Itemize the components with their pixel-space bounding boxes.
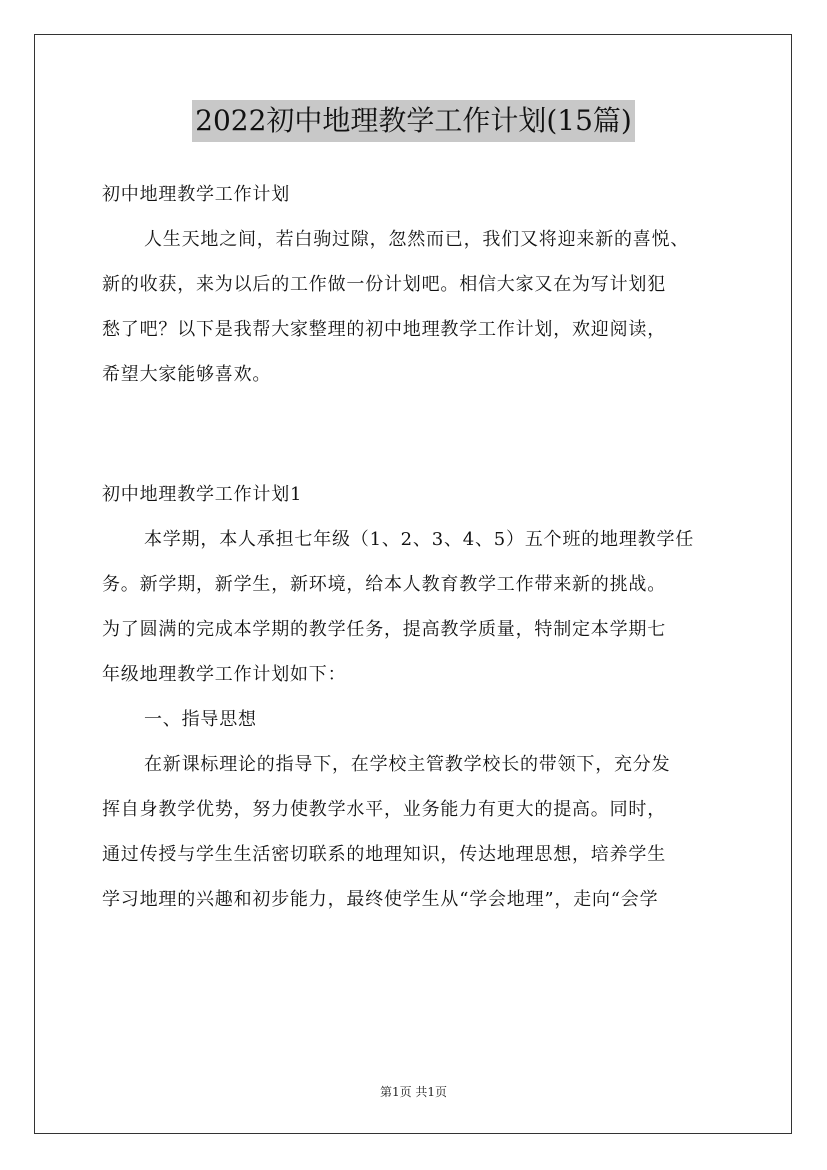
point-line[interactable]: 学习地理的兴趣和初步能力，最终使学生从“学会地理”，走向“会学 — [102, 889, 659, 910]
section-line[interactable]: 务。新学期，新学生，新环境，给本人教育教学工作带来新的挑战。 — [102, 574, 666, 595]
point-heading[interactable]: 一、指导思想 — [144, 709, 257, 730]
section-line[interactable]: 本学期，本人承担七年级（1、2、3、4、5）五个班的地理教学任 — [144, 529, 695, 550]
section-line[interactable]: 为了圆满的完成本学期的教学任务，提高教学质量，特制定本学期七 — [102, 619, 666, 640]
title-container — [0, 100, 827, 142]
intro-line[interactable]: 希望大家能够喜欢。 — [102, 364, 272, 385]
section-line[interactable]: 年级地理教学工作计划如下： — [102, 664, 347, 685]
point-line[interactable]: 在新课标理论的指导下，在学校主管教学校长的带领下，充分发 — [144, 754, 671, 775]
subtitle[interactable]: 初中地理教学工作计划 — [102, 184, 290, 205]
intro-line[interactable]: 新的收获，来为以后的工作做一份计划吧。相信大家又在为写计划犯 — [102, 274, 666, 295]
point-line[interactable]: 挥自身教学优势，努力使教学水平，业务能力有更大的提高。同时， — [102, 799, 666, 820]
intro-line[interactable]: 愁了吧？以下是我帮大家整理的初中地理教学工作计划，欢迎阅读， — [102, 319, 666, 340]
intro-line[interactable]: 人生天地之间，若白驹过隙，忽然而已，我们又将迎来新的喜悦、 — [144, 229, 690, 250]
section-heading[interactable]: 初中地理教学工作计划1 — [102, 484, 303, 505]
document-title[interactable]: 2022初中地理教学工作计划(15篇) — [192, 100, 635, 142]
document-body — [102, 172, 742, 922]
point-line[interactable]: 通过传授与学生生活密切联系的地理知识，传达地理思想，培养学生 — [102, 844, 666, 865]
page-number-footer: 第1页 共1页 — [379, 1085, 448, 1099]
paragraph-gap — [102, 397, 742, 472]
